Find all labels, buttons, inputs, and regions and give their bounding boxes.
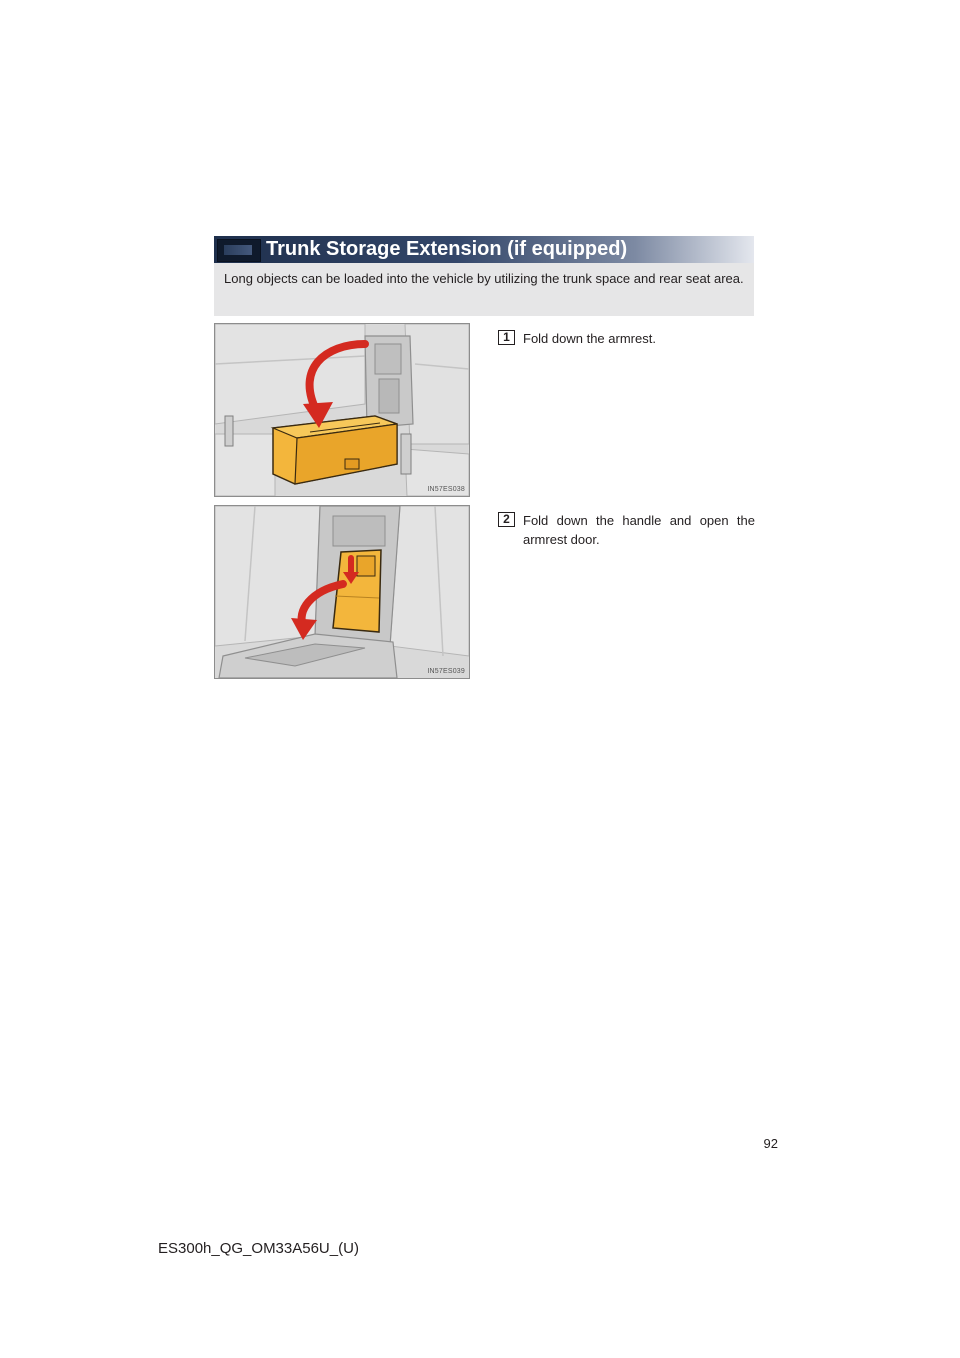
section-header xyxy=(214,236,754,263)
step-text-1: Fold down the armrest. xyxy=(523,331,656,346)
step-number-1: 1 xyxy=(498,330,515,345)
figure-code: IN57ES038 xyxy=(427,486,465,493)
page-number: 92 xyxy=(763,1136,778,1151)
section-title: Trunk Storage Extension (if equipped) xyxy=(266,238,628,260)
section-intro: Long objects can be loaded into the vehicle by utilizing the trunk space and rear seat area. xyxy=(214,263,754,316)
figure-code: IN57ES039 xyxy=(427,668,465,675)
step-1-illustration xyxy=(214,323,470,497)
document-code: ES300h_QG_OM33A56U_(U) xyxy=(158,1240,359,1257)
step-text-2: Fold down the handle and open the armrest door. xyxy=(523,513,755,547)
step-2-illustration xyxy=(214,505,470,679)
header-thumbnail xyxy=(217,239,261,262)
step-number-2: 2 xyxy=(498,512,515,527)
